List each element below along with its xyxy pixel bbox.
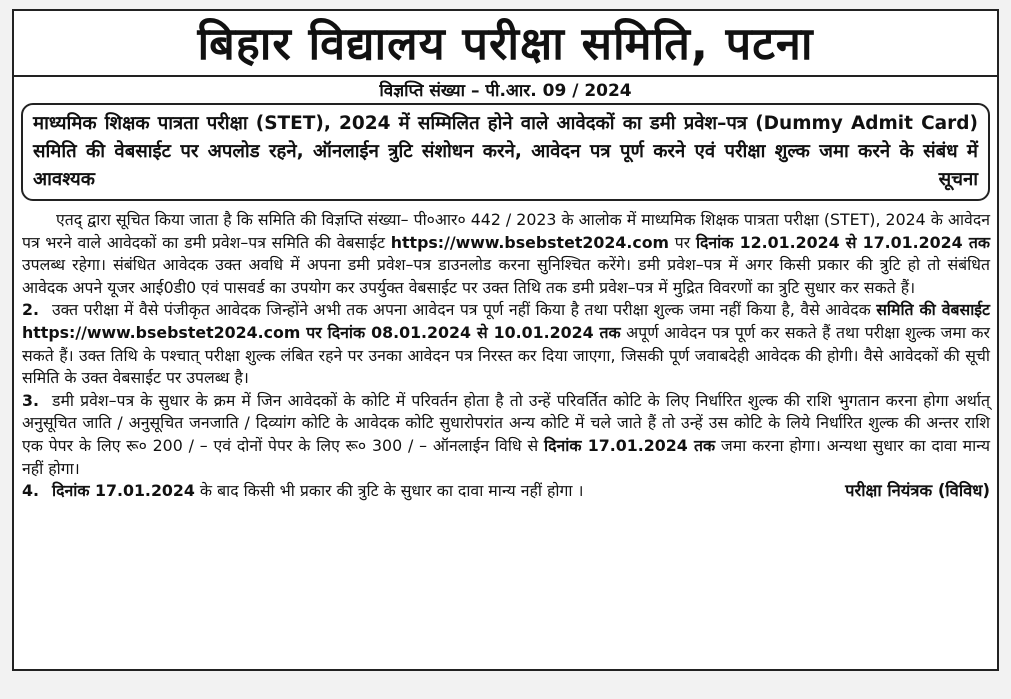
paragraph-1 bbox=[22, 209, 990, 299]
para3-bold: दिनांक 17.01.2024 तक bbox=[543, 435, 716, 455]
para2-text-b: अपूर्ण आवेदन पत्र पूर्ण कर सकते हैं तथा परीक्षा शुल्क जमा कर सकते हैं। उक्त तिथि के पश्चात् परीक्षा शुल्क लंबित रहने पर उनका आवेदन पत्र निरस्त कर दिया जाएगा, जिसकी पूर्ण जवाबदेही आवेदक की होगी। वैसे आवेदकों की सूची समिति के उक्त वेबसाईट पर उपलब्ध है। bbox=[22, 322, 990, 388]
para1-text-c: उपलब्ध रहेगा। संबंधित आवेदक उक्त अवधि में अपना डमी प्रवेश–पत्र डाउनलोड करना सुनिश्चित करेंगे। डमी प्रवेश–पत्र में अगर किसी प्रकार की त्रुटि हो तो संबंधित आवेदक अपने यूजर आई0डी0 एवं पासवर्ड का उपयोग कर उपर्युक्त वेबसाईट पर उक्त तिथि तक डमी प्रवेश–पत्र में मुद्रित विवरणों का त्रुटि सुधार कर सकते हैं। bbox=[22, 255, 990, 297]
para3-text-b: जमा करना होगा। अन्यथा सुधार का दावा मान्य नहीं होगा। bbox=[22, 435, 991, 478]
para4-bold: दिनांक 17.01.2024 bbox=[52, 481, 195, 501]
paragraph-4-row bbox=[22, 480, 990, 503]
board-title: बिहार विद्यालय परीक्षा समिति, पटना bbox=[197, 16, 814, 70]
notice bbox=[12, 9, 999, 671]
para1-text-a: एतद् द्वारा सूचित किया जाता है कि समिति की विज्ञप्ति संख्या– पी०आर० 442 / 2023 के आलोक में माध्यमिक शिक्षक पात्रता परीक्षा (STET), 2024 के आवेदन पत्र भरने वाले आवेदकों का डमी प्रवेश–पत्र समिति की वेबसाईट bbox=[22, 210, 990, 252]
para2-number: 2. bbox=[22, 300, 39, 320]
notice-body bbox=[22, 209, 990, 503]
dummy-admit-dates: दिनांक 12.01.2024 से 17.01.2024 तक bbox=[695, 232, 990, 252]
para2-bold: समिति की वेबसाईट https://www.bsebstet2024.com पर दिनांक 08.01.2024 से 10.01.2024 तक bbox=[22, 300, 991, 342]
para3-text-a: डमी प्रवेश–पत्र के सुधार के क्रम में जिन आवेदकों के कोटि में परिवर्तन होता है तो उन्हें परिवर्तित कोटि के लिए निर्धारित शुल्क की राशि भुगतान करना होगा अर्थात् अनुसूचित जाति / अनुसूचित जनजाति / दिव्यांग कोटि के आवेदक कोटि सुधारोपरांत अन्य कोटि में चले जाते हैं तो उन्हें उस कोटि के लिये निर्धारित शुल्क की अन्तर राशि एक पेपर के लिए रू० 200 / – एवं दोनों पेपर के लिए रू० 300 / – ऑनलाईन विधि से bbox=[22, 390, 990, 455]
website-url: https://www.bsebstet2024.com bbox=[390, 232, 670, 252]
paragraph-4 bbox=[22, 480, 583, 503]
para4-number: 4. bbox=[22, 481, 39, 501]
subject-box: माध्यमिक शिक्षक पात्रता परीक्षा (STET), 2024 में सम्मिलित होने वाले आवेदकों का डमी प्रवेश–पत्र (Dummy Admit Card) समिति की वेबसाईट पर अपलोड रहने, ऑनलाईन त्रुटि संशोधन करने, आवेदन पत्र पूर्ण करने एवं परीक्षा शुल्क जमा करने के संबंध में आवश्यक सूचना bbox=[21, 103, 990, 201]
notice-number: विज्ञप्ति संख्या – पी.आर. 09 / 2024 bbox=[379, 81, 632, 101]
signatory: परीक्षा नियंत्रक (विविध) bbox=[845, 481, 990, 501]
para4-text: के बाद किसी भी प्रकार की त्रुटि के सुधार का दावा मान्य नहीं होगा । bbox=[194, 481, 584, 501]
paragraph-3 bbox=[22, 390, 990, 480]
para2-text-a: उक्त परीक्षा में वैसे पंजीकृत आवेदक जिन्होंने अभी तक अपना आवेदन पत्र पूर्ण नहीं किया है तथा परीक्षा शुल्क जमा नहीं किया है, वैसे आवेदक bbox=[52, 300, 877, 320]
paragraph-2 bbox=[22, 299, 990, 389]
para3-number: 3. bbox=[22, 390, 39, 410]
title-band bbox=[14, 11, 997, 77]
para1-text-b: पर bbox=[669, 232, 696, 252]
